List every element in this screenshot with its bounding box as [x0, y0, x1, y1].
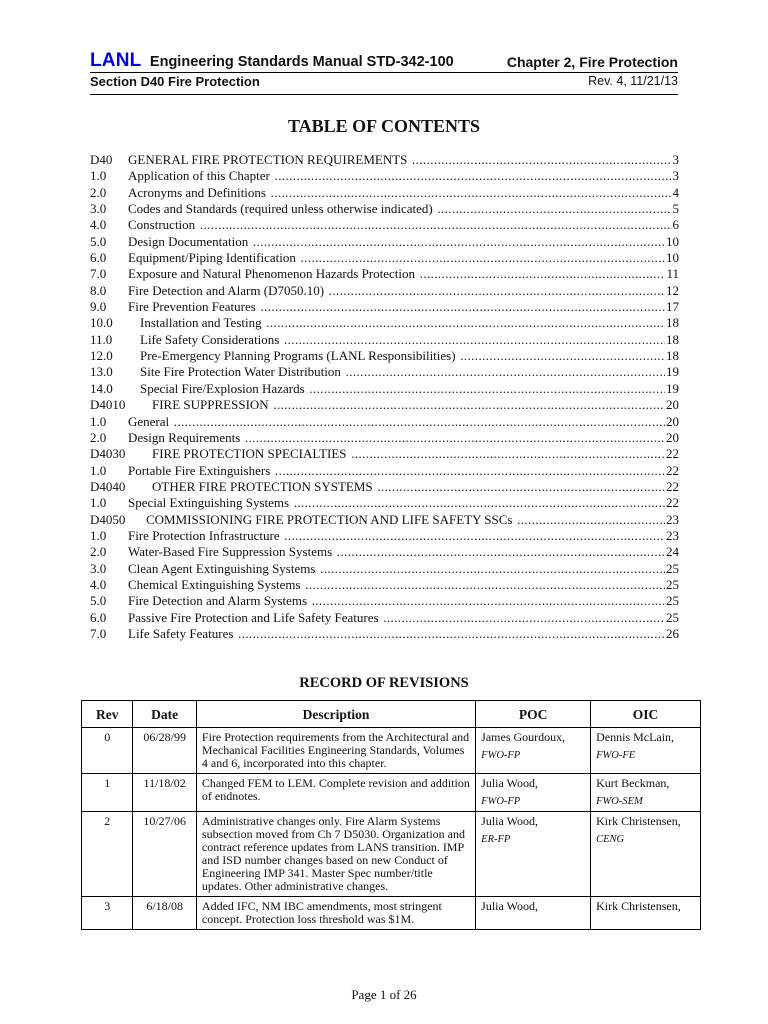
toc-entry-number: 7.0: [90, 266, 107, 282]
table-row: [82, 897, 701, 930]
toc-entry[interactable]: [90, 185, 679, 201]
toc-entry-page: 20: [666, 429, 679, 445]
toc-entry-label: Pre-Emergency Planning Programs (LANL Responsibilities): [140, 348, 456, 364]
toc-entry-number: 1.0: [90, 527, 107, 543]
toc-entry-page: 19: [666, 380, 679, 396]
toc-entry-leader: [128, 185, 679, 201]
toc-entry-leader: [128, 561, 679, 577]
toc-entry-number: 9.0: [90, 299, 107, 315]
rev-cell: 0: [82, 728, 133, 774]
toc-entry[interactable]: [90, 152, 679, 168]
toc-entry[interactable]: [90, 168, 679, 184]
toc-entry-label: Design Documentation: [128, 233, 249, 249]
toc-entry-leader: [128, 593, 679, 609]
toc-entry-page: 6: [672, 217, 679, 233]
date-cell: 06/28/99: [133, 728, 197, 774]
toc-entry-leader: [128, 544, 679, 560]
toc-entry-leader: [152, 446, 679, 462]
toc-entry-label: Fire Detection and Alarm Systems: [128, 593, 308, 609]
toc-entry-page: 25: [666, 560, 679, 576]
toc-entry-page: 4: [672, 184, 679, 200]
toc-entry-number: 8.0: [90, 282, 107, 298]
toc-entry[interactable]: [90, 430, 679, 446]
toc-entry-page: 3: [672, 152, 679, 167]
toc-entry-number: 4.0: [90, 217, 107, 233]
toc-entry-label: Exposure and Natural Phenomenon Hazards Protection: [128, 266, 416, 282]
toc-entry-leader: [128, 168, 679, 184]
poc-name: Julia Wood,: [481, 899, 538, 913]
poc-org: FWO-FP: [481, 796, 521, 807]
toc-entry-leader: [128, 528, 679, 544]
toc-entry-label: Water-Based Fire Suppression Systems: [128, 544, 333, 560]
toc-entry-label: OTHER FIRE PROTECTION SYSTEMS: [152, 478, 373, 494]
toc-entry-leader: [128, 495, 679, 511]
page-number: Page 1 of 26: [351, 987, 417, 1002]
toc-entry-leader: [128, 414, 679, 430]
toc-entry-label: Special Extinguishing Systems: [128, 495, 290, 511]
toc-entry-leader: [128, 299, 679, 315]
poc-cell: [476, 812, 591, 897]
header-rule: [90, 94, 678, 95]
table-row: [82, 728, 701, 774]
toc-entry-page: 25: [666, 593, 679, 609]
toc-entry-page: 22: [666, 462, 679, 478]
toc-entry-leader: [128, 152, 679, 168]
toc-entry[interactable]: [90, 561, 679, 577]
oic-cell: [591, 897, 701, 930]
oic-name: Kurt Beckman,: [596, 776, 670, 790]
toc-entry-page: 22: [666, 495, 679, 511]
oic-cell: [591, 774, 701, 812]
toc-entry-number: 6.0: [90, 609, 107, 625]
toc-entry-label: Clean Agent Extinguishing Systems: [128, 560, 316, 576]
toc-entry-label: COMMISSIONING FIRE PROTECTION AND LIFE SAFETY SSCs: [146, 511, 513, 527]
toc-entry-page: 22: [666, 446, 679, 462]
poc-cell: [476, 897, 591, 930]
manual-title: Engineering Standards Manual STD-342-100: [149, 54, 454, 70]
poc-name: Julia Wood,: [481, 776, 538, 790]
toc-entry-number: 1.0: [90, 413, 107, 429]
toc-entry-label: Chemical Extinguishing Systems: [128, 576, 301, 592]
toc-entry-leader: [128, 626, 679, 642]
revisions-title: RECORD OF REVISIONS: [299, 675, 469, 691]
description-cell: Added IFC, NM IBC amendments, most stringent concept. Protection loss threshold was $1M.: [196, 897, 475, 930]
toc-entry-leader: [128, 610, 679, 626]
toc-entry-page: 19: [666, 364, 679, 380]
toc-entry-page: 22: [666, 478, 679, 494]
toc-entry-number: 3.0: [90, 560, 107, 576]
toc-entry-number: 1.0: [90, 462, 107, 478]
date-cell: 10/27/06: [133, 812, 197, 897]
toc-entry-label: Special Fire/Explosion Hazards: [140, 380, 305, 396]
toc-entry[interactable]: [90, 495, 679, 511]
toc-entry-number: 1.0: [90, 495, 107, 511]
revision-label: Rev. 4, 11/21/13: [588, 74, 678, 88]
oic-cell: [591, 728, 701, 774]
toc-entry-label: Fire Prevention Features: [128, 299, 256, 315]
toc-entry[interactable]: [90, 315, 679, 331]
toc-entry-number: 11.0: [90, 331, 113, 347]
toc-entry[interactable]: [90, 593, 679, 609]
toc-entry[interactable]: [90, 234, 679, 250]
poc-org: ER-FP: [481, 834, 511, 845]
poc-cell: [476, 728, 591, 774]
toc-entry-label: General: [128, 413, 170, 429]
header-title-row: [90, 50, 678, 72]
toc-entry-number: D4050: [90, 511, 126, 527]
toc-entry-leader: [128, 430, 679, 446]
poc-org: FWO-FP: [481, 750, 521, 761]
toc-entry-leader: [128, 463, 679, 479]
toc-entry[interactable]: [90, 577, 679, 593]
toc-entry-leader: [128, 577, 679, 593]
toc-entry-number: D4030: [90, 446, 126, 462]
toc-entry[interactable]: [90, 250, 679, 266]
toc-entry-number: D4040: [90, 478, 126, 494]
toc-entry-number: 5.0: [90, 593, 107, 609]
toc-entry-number: 10.0: [90, 315, 113, 331]
toc-entry-number: 4.0: [90, 576, 107, 592]
toc-entry-page: 20: [666, 413, 679, 429]
toc-title: TABLE OF CONTENTS: [287, 116, 481, 136]
description-cell: Changed FEM to LEM. Complete revision and addition of endnotes.: [196, 774, 475, 812]
toc-entry-label: Life Safety Considerations: [140, 331, 280, 347]
oic-name: Dennis McLain,: [596, 730, 675, 744]
toc-entry-label: Site Fire Protection Water Distribution: [140, 364, 341, 380]
toc-entry-number: 1.0: [90, 168, 107, 184]
toc-entry-page: 23: [666, 527, 679, 543]
toc-entry-leader: [128, 266, 679, 282]
revisions-header-row: [82, 701, 701, 728]
toc-entry-label: Equipment/Piping Identification: [128, 250, 296, 266]
toc-entry-page: 10: [666, 250, 679, 266]
toc-entry-leader: [152, 397, 679, 413]
toc-entry-number: 13.0: [90, 364, 113, 380]
toc-entry-page: 25: [666, 609, 679, 625]
toc-entry-number: D40: [90, 152, 113, 167]
toc-entry[interactable]: [90, 266, 679, 282]
toc-entry[interactable]: [90, 397, 679, 413]
toc-entry[interactable]: [90, 283, 679, 299]
toc-entry[interactable]: [90, 446, 679, 462]
toc-entry-leader: [152, 479, 679, 495]
toc-entry-number: 6.0: [90, 250, 107, 266]
toc-entry-label: Installation and Testing: [140, 315, 262, 331]
toc-entry-label: Fire Protection Infrastructure: [128, 527, 280, 543]
toc-entry[interactable]: [90, 544, 679, 560]
toc-entry-page: 11: [666, 266, 679, 282]
toc-entry-leader: [128, 283, 679, 299]
toc-entry-page: 10: [666, 233, 679, 249]
toc-entry-leader: [140, 332, 679, 348]
toc-entry-page: 25: [666, 576, 679, 592]
toc-entry-leader: [140, 364, 679, 380]
toc-entry-number: 14.0: [90, 380, 113, 396]
toc-entry-page: 12: [666, 282, 679, 298]
toc-entry-label: Portable Fire Extinguishers: [128, 462, 271, 478]
oic-name: Kirk Christensen,: [596, 814, 681, 828]
toc-entry-page: 18: [666, 315, 679, 331]
lanl-logo-text: LANL: [90, 50, 142, 71]
toc-entry[interactable]: [90, 479, 679, 495]
oic-org: CENG: [596, 834, 625, 845]
toc-entry-page: 18: [666, 348, 679, 364]
section-title: Section D40 Fire Protection: [90, 74, 260, 89]
toc-entry[interactable]: [90, 512, 679, 528]
toc-entry-leader: [128, 201, 679, 217]
toc-entry-number: 7.0: [90, 625, 107, 641]
toc-entry-label: Fire Detection and Alarm (D7050.10): [128, 282, 325, 298]
description-cell: Administrative changes only. Fire Alarm Systems subsection moved from Ch 7 D5030. Organization and contract reference updates from LANS transition. IMP and ISD number changes based on new Conduct of Engineering IMP 341. Master Spec number/title updates. Other administrative changes.: [196, 812, 475, 897]
toc-entry-label: Application of this Chapter: [128, 168, 270, 184]
toc-entry[interactable]: [90, 299, 679, 315]
poc-cell: [476, 774, 591, 812]
col-header-rev: Rev: [82, 701, 133, 728]
toc-entry[interactable]: [90, 463, 679, 479]
toc-entry[interactable]: [90, 201, 679, 217]
rev-cell: 2: [82, 812, 133, 897]
toc-entry[interactable]: [90, 414, 679, 430]
toc-entry-leader: [146, 512, 679, 528]
oic-org: FWO-SEM: [596, 796, 643, 807]
toc-entry-number: 2.0: [90, 184, 107, 200]
toc-entry-leader: [140, 348, 679, 364]
toc-entry[interactable]: [90, 610, 679, 626]
toc-entry-page: 23: [666, 511, 679, 527]
table-of-contents: [90, 152, 679, 642]
col-header-oic: OIC: [591, 701, 701, 728]
toc-entry-page: 18: [666, 331, 679, 347]
chapter-title: Chapter 2, Fire Protection: [506, 54, 678, 70]
toc-entry-number: 5.0: [90, 233, 107, 249]
toc-entry[interactable]: [90, 626, 679, 642]
col-header-date: Date: [133, 701, 197, 728]
toc-entry-leader: [128, 217, 679, 233]
toc-entry-leader: [128, 234, 679, 250]
toc-entry-label: FIRE SUPPRESSION: [152, 397, 269, 413]
oic-org: FWO-FE: [596, 750, 636, 761]
poc-name: Julia Wood,: [481, 814, 538, 828]
toc-entry-label: Acronyms and Definitions: [128, 184, 266, 200]
toc-entry[interactable]: [90, 348, 679, 364]
toc-entry-label: Codes and Standards (required unless otherwise indicated): [128, 201, 433, 217]
col-header-poc: POC: [476, 701, 591, 728]
toc-entry-number: 12.0: [90, 348, 113, 364]
toc-entry[interactable]: [90, 364, 679, 380]
header-rule: [90, 72, 678, 73]
toc-entry[interactable]: [90, 528, 679, 544]
toc-entry-label: GENERAL FIRE PROTECTION REQUIREMENTS: [128, 152, 408, 167]
toc-entry[interactable]: [90, 332, 679, 348]
toc-entry-page: 3: [672, 168, 679, 184]
oic-cell: [591, 812, 701, 897]
date-cell: 11/18/02: [133, 774, 197, 812]
toc-entry-page: 17: [666, 299, 679, 315]
toc-entry-number: 2.0: [90, 429, 107, 445]
toc-entry-number: 2.0: [90, 544, 107, 560]
toc-entry[interactable]: [90, 381, 679, 397]
revisions-table: [81, 700, 701, 930]
toc-entry-page: 24: [666, 544, 679, 560]
toc-entry-page: 26: [666, 625, 679, 641]
toc-entry-label: FIRE PROTECTION SPECIALTIES: [152, 446, 347, 462]
toc-entry-label: Passive Fire Protection and Life Safety Features: [128, 609, 379, 625]
toc-entry-label: Life Safety Features: [128, 625, 234, 641]
toc-entry-label: Construction: [128, 217, 196, 233]
toc-entry-number: 3.0: [90, 201, 107, 217]
header-section-row: [90, 74, 678, 92]
col-header-description: Description: [196, 701, 475, 728]
oic-name: Kirk Christensen,: [596, 899, 681, 913]
toc-entry-leader: [128, 250, 679, 266]
toc-entry-leader: [140, 381, 679, 397]
description-cell: Fire Protection requirements from the Architectural and Mechanical Facilities Engineering Standards, Volumes 4 and 6, incorporated into this chapter.: [196, 728, 475, 774]
date-cell: 6/18/08: [133, 897, 197, 930]
table-row: [82, 812, 701, 897]
toc-entry[interactable]: [90, 217, 679, 233]
toc-entry-page: 20: [666, 397, 679, 413]
toc-entry-page: 5: [672, 201, 679, 217]
table-row: [82, 774, 701, 812]
toc-entry-label: Design Requirements: [128, 429, 241, 445]
poc-name: James Gourdoux,: [481, 730, 566, 744]
rev-cell: 1: [82, 774, 133, 812]
toc-entry-leader: [140, 315, 679, 331]
rev-cell: 3: [82, 897, 133, 930]
toc-entry-number: D4010: [90, 397, 126, 413]
